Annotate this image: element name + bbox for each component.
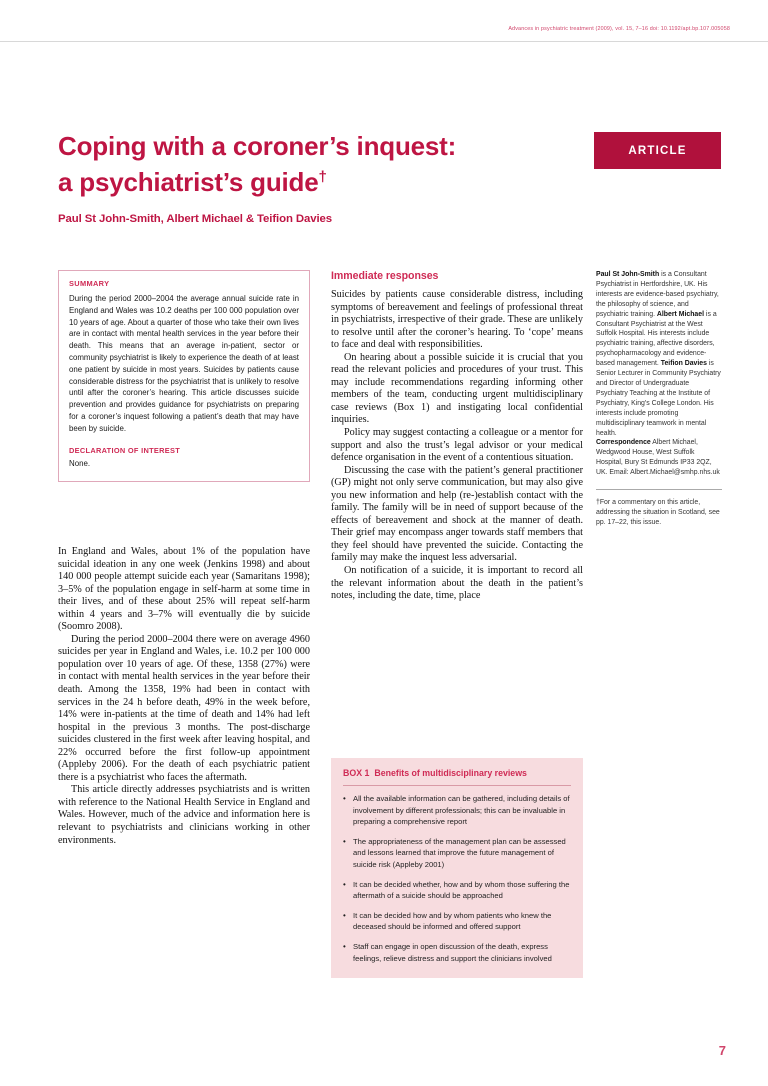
list-item: • The appropriateness of the management plan can be assessed and lessons learned that improve the future management of suicide risk (Appleby 2001): [343, 836, 571, 871]
author-bio-sidebar: [596, 270, 722, 528]
declaration-text: None.: [69, 458, 91, 468]
title-line-2-text: a psychiatrist’s guide: [58, 167, 319, 197]
article-type-badge: [594, 132, 721, 169]
paragraph: During the period 2000–2004 there were on average 4960 suicides per year in England and Wales, i.e. 10.2 per 100 000 population over 10 years of age. Of these, 1358 (27%) were in contact with mental health services in the year before their death. Among the 1358, 19% had been in contact with services in the 24 h before death, 49% in the week before, 14% were in-patients at the time of death and 14% had left hospital in the previous 3 months. The post-discharge suicides clustered in the first week after leaving hospital, and 22% occurred before the first follow-up appointment (Appleby 2006). For the death of each psychiatric patient there is a psychiatrist who faces the aftermath.: [58, 633, 310, 783]
paragraph: Suicides by patients cause considerable distress, including symptoms of bereavement and feelings of professional threat in psychiatrists, irrespective of their grade. These are unlikely to resolve until after the coroner’s hearing. To ‘cope’ means to face and deal with responsibilities.: [331, 289, 583, 351]
body-column-left: [58, 546, 310, 847]
footnote-commentary: †For a commentary on this article, addressing the situation in Scotland, see pp. 17–22, this issue.: [596, 499, 720, 526]
correspondence-text: Albert Michael, Wedgwood House, West Suffolk Hospital, Bury St Edmunds IP33 2QZ, UK. Email: Albert.Michael@smhp.nhs.uk: [596, 439, 720, 477]
title-dagger: †: [318, 168, 327, 186]
box-1-rule: [343, 785, 571, 786]
summary-label: SUMMARY: [69, 279, 110, 288]
box-1-number: BOX 1: [343, 768, 370, 778]
article-badge-label: ARTICLE: [628, 144, 687, 157]
bio-text-3: is Senior Lecturer in Community Psychiatry and Director of Undergraduate Psychiatry Teaching at the Institute of Psychiatry, King’s College London. His interests include promoting multidisciplinary teamwork in mental health.: [596, 360, 721, 437]
paragraph: On notification of a suicide, it is important to record all the relevant information about the death in the patient’s notes, including the date, time, place: [331, 565, 583, 602]
correspondence-label: Correspondence: [596, 439, 651, 447]
list-item: • Staff can engage in open discussion of the death, express feelings, relieve distress and support the clinicians involved: [343, 941, 571, 964]
paragraph: This article directly addresses psychiatrists and is written with reference to the National Health Service in England and Wales. However, much of the advice and information here is relevant to psychiatrists and clinicians working in other environments.: [58, 784, 310, 846]
list-item: • All the available information can be gathered, including details of involvement by different professionals; this can be invaluable in preparing a comprehensive report: [343, 793, 571, 828]
page-title: [58, 128, 528, 200]
paragraph: On hearing about a possible suicide it is crucial that you read the relevant policies and procedures of your trust. This may include recommendations regarding informing other members of the team, conducting urgent multidisciplinary case reviews (Box 1) and instigating local confidential inquiries.: [331, 351, 583, 426]
page-number: 7: [718, 1043, 726, 1058]
box-1-title: [343, 768, 571, 778]
author-bios: [596, 270, 722, 438]
list-item: • It can be decided whether, how and by whom those suffering the aftermath of a suicide should be approached: [343, 879, 571, 902]
paragraph: Policy may suggest contacting a colleague or a mentor for support and also the trust’s legal advisor or your medical defence organisation in the event of a contentious situation.: [331, 427, 583, 464]
bio-text-2: is a Consultant Psychiatrist at the West Suffolk Hospital. His interests include psychiatric training, affective disorders, psychopharmacology and evidence-based management.: [596, 310, 717, 368]
bio-name-2: Albert Michael: [656, 310, 705, 318]
sidebar-divider: [596, 489, 722, 490]
running-head: Advances in psychiatric treatment (2009), vol. 15, 7–16 doi: 10.1192/apt.bp.107.005058: [508, 26, 730, 32]
bio-text-1: is a Consultant Psychiatrist in Hertfordshire, UK. His interests are evidence-based psychiatry, the philosophy of science, and psychiatric training.: [596, 271, 719, 318]
list-item: • It can be decided how and by whom patients who knew the deceased should be informed and offered support: [343, 910, 571, 933]
bio-name-1: Paul St John-Smith: [596, 271, 660, 278]
section-heading-immediate-responses: Immediate responses: [331, 270, 439, 282]
bio-name-3: Teifion Davies: [660, 360, 707, 368]
box-1-title-text: Benefits of multidisciplinary reviews: [374, 768, 527, 778]
author-list: Paul St John-Smith, Albert Michael & Teifion Davies: [58, 213, 333, 225]
box-1-multidisciplinary-reviews: [331, 758, 583, 978]
header-rule: [0, 41, 768, 42]
paragraph: Discussing the case with the patient’s general practitioner (GP) might not only serve communication, but may also give you new information and help (re-)establish contact with the family. The family will be in need of support because of the effects of bereavement and shock at the manner of death. Their grief may encompass anger towards staff members that they feel should have prevented the suicide. Contacting the family may make the inquest less adversarial.: [331, 464, 583, 564]
title-line-2: [58, 164, 528, 200]
paragraph: In England and Wales, about 1% of the population have suicidal ideation in any one week (Jenkins 1998) and about 140 000 people attempt suicide each year (Samaritans 1998); 3–5% of the population engage in self-harm at some time in their lives, and of these about 25% will repeat self-harm within 4 years and 3–7% will eventually die by suicide (Soomro 2008).: [58, 546, 310, 633]
correspondence-block: [596, 438, 722, 478]
title-line-1: Coping with a coroner’s inquest:: [58, 131, 457, 161]
box-1-list: [343, 793, 571, 964]
summary-box: [58, 270, 310, 482]
summary-text: During the period 2000–2004 the average annual suicide rate in England and Wales was 10.2 deaths per 100 000 population over 10 years of age. About a quarter of those who take their own lives are in contact with mental health services in the year before their death. This means that an average in-patient, sector or community psychiatrist is likely to experience the death of at least one patient by suicide in most years. Suicides by patients cause considerable distress for the psychiatrist that is unlikely to resolve until after the coroner’s hearing. This article discusses suicide prevention and provides guidance for psychiatrists on preparing for a coroner’s inquest following a patient’s death that may have been by suicide.: [69, 294, 299, 433]
body-column-middle: [331, 270, 583, 603]
declaration-label: DECLARATION OF INTEREST: [69, 445, 181, 455]
